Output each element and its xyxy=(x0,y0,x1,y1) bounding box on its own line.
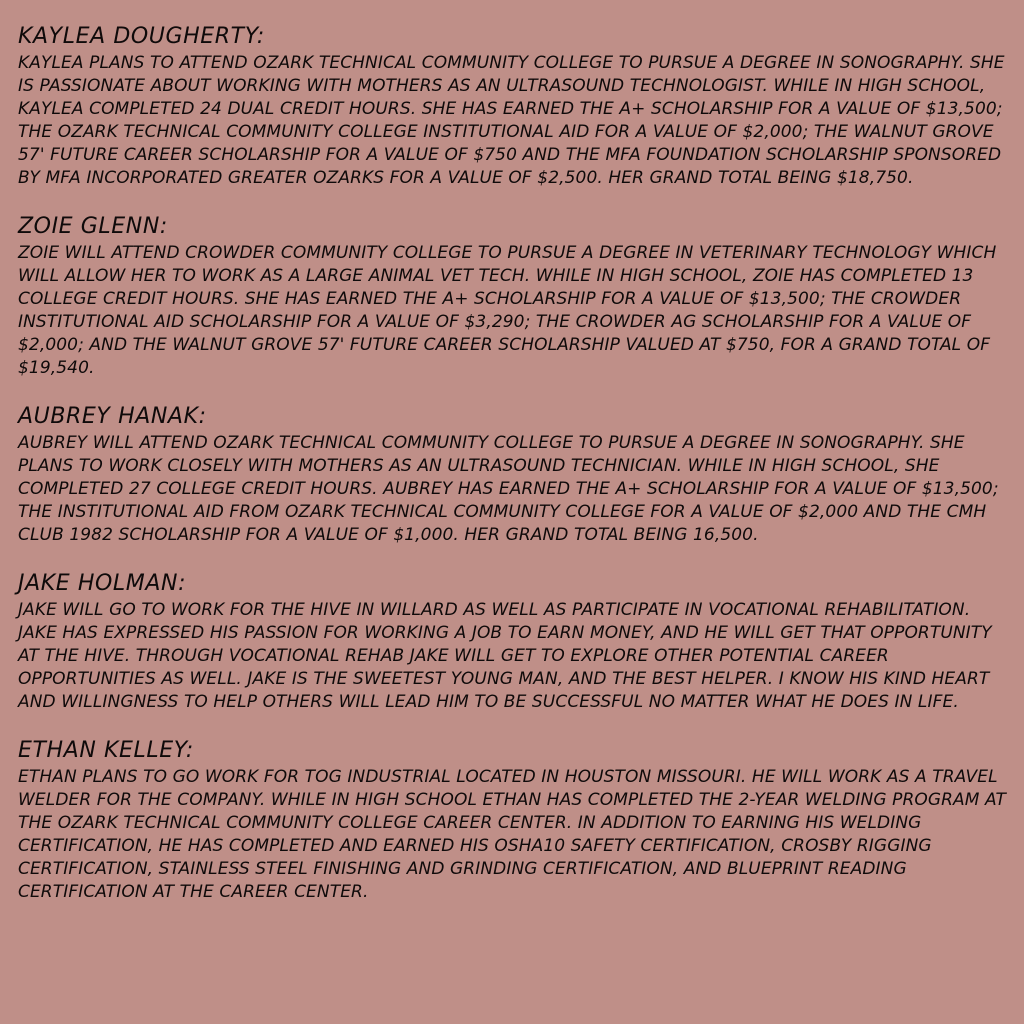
student-bio: JAKE WILL GO TO WORK FOR THE HIVE IN WILLARD AS WELL AS PARTICIPATE IN VOCATIONAL REHABILITATION. JAKE HAS EXPRESSED HIS PASSION FOR WORKING A JOB TO EARN MONEY, AND HE WILL GET THAT OPPORTUNITY AT THE HIVE. THROUGH VOCATIONAL REHAB JAKE WILL GET TO EXPLORE OTHER POTENTIAL CAREER OPPORTUNITIES AS WELL. JAKE IS THE SWEETEST YOUNG MAN, AND THE BEST HELPER. I KNOW HIS KIND HEART AND WILLINGNESS TO HELP OTHERS WILL LEAD HIM TO BE SUCCESSFUL NO MATTER WHAT HE DOES IN LIFE. xyxy=(18,600,992,712)
student-name: KAYLEA DOUGHERTY: xyxy=(18,24,265,49)
student-bio: ZOIE WILL ATTEND CROWDER COMMUNITY COLLEGE TO PURSUE A DEGREE IN VETERINARY TECHNOLOGY WHICH WILL ALLOW HER TO WORK AS A LARGE ANIMAL VET TECH. WHILE IN HIGH SCHOOL, ZOIE HAS COMPLETED 13 COLLEGE CREDIT HOURS. SHE HAS EARNED THE A+ SCHOLARSHIP FOR A VALUE OF $13,500; THE CROWDER INSTITUTIONAL AID SCHOLARSHIP FOR A VALUE OF $3,290; THE CROWDER AG SCHOLARSHIP FOR A VALUE OF $2,000; AND THE WALNUT GROVE 57' FUTURE CAREER SCHOLARSHIP VALUED AT $750, FOR A GRAND TOTAL OF $19,540. xyxy=(18,243,997,378)
entry-ethan-kelley xyxy=(18,738,1008,904)
entry-jake-holman xyxy=(18,571,1008,714)
entry-zoie-glenn xyxy=(18,214,1008,380)
student-bio: KAYLEA PLANS TO ATTEND OZARK TECHNICAL COMMUNITY COLLEGE TO PURSUE A DEGREE IN SONOGRAPHY. SHE IS PASSIONATE ABOUT WORKING WITH MOTHERS AS AN ULTRASOUND TECHNOLOGIST. WHILE IN HIGH SCHOOL, KAYLEA COMPLETED 24 DUAL CREDIT HOURS. SHE HAS EARNED THE A+ SCHOLARSHIP FOR A VALUE OF $13,500; THE OZARK TECHNICAL COMMUNITY COLLEGE INSTITUTIONAL AID FOR A VALUE OF $2,000; THE WALNUT GROVE 57' FUTURE CAREER SCHOLARSHIP FOR A VALUE OF $750 AND THE MFA FOUNDATION SCHOLARSHIP SPONSORED BY MFA INCORPORATED GREATER OZARKS FOR A VALUE OF $2,500. HER GRAND TOTAL BEING $18,750. xyxy=(18,53,1005,188)
entry-kaylea-dougherty xyxy=(18,24,1008,190)
student-bio: ETHAN PLANS TO GO WORK FOR TOG INDUSTRIAL LOCATED IN HOUSTON MISSOURI. HE WILL WORK AS A TRAVEL WELDER FOR THE COMPANY. WHILE IN HIGH SCHOOL ETHAN HAS COMPLETED THE 2-YEAR WELDING PROGRAM AT THE OZARK TECHNICAL COMMUNITY COLLEGE CAREER CENTER. IN ADDITION TO EARNING HIS WELDING CERTIFICATION, HE HAS COMPLETED AND EARNED HIS OSHA10 SAFETY CERTIFICATION, CROSBY RIGGING CERTIFICATION, STAINLESS STEEL FINISHING AND GRINDING CERTIFICATION, AND BLUEPRINT READING CERTIFICATION AT THE CAREER CENTER. xyxy=(18,767,1007,902)
entry-aubrey-hanak xyxy=(18,404,1008,547)
student-name: JAKE HOLMAN: xyxy=(18,571,187,596)
student-profiles xyxy=(18,24,1008,928)
student-name: ZOIE GLENN: xyxy=(18,214,168,239)
student-name: AUBREY HANAK: xyxy=(18,404,207,429)
student-bio: AUBREY WILL ATTEND OZARK TECHNICAL COMMUNITY COLLEGE TO PURSUE A DEGREE IN SONOGRAPHY. SHE PLANS TO WORK CLOSELY WITH MOTHERS AS AN ULTRASOUND TECHNICIAN. WHILE IN HIGH SCHOOL, SHE COMPLETED 27 COLLEGE CREDIT HOURS. AUBREY HAS EARNED THE A+ SCHOLARSHIP FOR A VALUE OF $13,500; THE INSTITUTIONAL AID FROM OZARK TECHNICAL COMMUNITY COLLEGE FOR A VALUE OF $2,000 AND THE CMH CLUB 1982 SCHOLARSHIP FOR A VALUE OF $1,000. HER GRAND TOTAL BEING 16,500. xyxy=(18,433,999,545)
student-name: ETHAN KELLEY: xyxy=(18,738,194,763)
